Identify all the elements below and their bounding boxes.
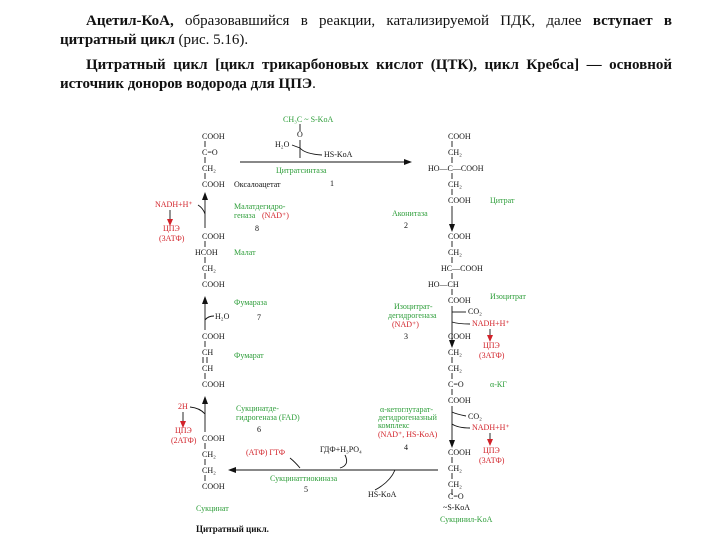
cofactor-3: (NAD⁺) — [392, 320, 419, 329]
enzyme-8b: геназа — [234, 211, 256, 220]
gdf-curve — [340, 455, 347, 468]
hskoa-1-curve — [300, 148, 322, 155]
fumarate-cooh-top: COOH — [202, 332, 225, 341]
isocitrate-cooh-1: COOH — [448, 232, 471, 241]
definition-bold: Цитратный цикл [цикл трикарбоновых кислот (ЦТК), цикл Кребса] — основной источник доноров водорода для ЦПЭ — [60, 57, 672, 92]
co2-4-curve — [452, 412, 466, 416]
nadh-8-curve — [198, 205, 205, 214]
citrate-cooh-1: COOH — [448, 132, 471, 141]
definition-end: . — [312, 76, 316, 92]
atf-3: (3АТФ) — [479, 351, 505, 360]
oaa-co: C=O — [202, 148, 218, 157]
succinate-label: Сукцинат — [196, 504, 229, 513]
gtf-curve — [290, 458, 300, 468]
oaa-cooh-top: COOH — [202, 132, 225, 141]
cpe-3: ЦПЭ — [483, 341, 500, 350]
enzyme-8a: Малатдегидро- — [234, 202, 286, 211]
fumarate-label: Фумарат — [234, 351, 264, 360]
step-7: 7 — [257, 313, 261, 322]
malate-ch2: CH₂ — [202, 264, 216, 273]
isocitrate-ho-ch: HO—CH — [428, 280, 459, 289]
water-7-curve — [205, 316, 214, 320]
enzyme-6a: Сукцинатде- — [236, 404, 279, 413]
nadh-4-curve — [452, 424, 470, 428]
intro-bold: вступает в цитратный цикл — [60, 13, 672, 48]
nadh-3: NADH+H⁺ — [472, 319, 510, 328]
intro-end: (рис. 5.16). — [174, 32, 249, 48]
intro-text: образовавшийся в реакции, катализируемой ПДК, далее — [173, 13, 593, 29]
arrow-head-8 — [202, 192, 208, 200]
fumarate-ch-1: CH — [202, 348, 214, 357]
malate-cooh-bottom: COOH — [202, 280, 225, 289]
step-4: 4 — [404, 443, 408, 452]
h2-6: 2H — [178, 402, 188, 411]
succinate-cooh-top: COOH — [202, 434, 225, 443]
cpe-4: ЦПЭ — [483, 446, 500, 455]
step-8: 8 — [255, 224, 259, 233]
atf-4: (3АТФ) — [479, 456, 505, 465]
step-1: 1 — [330, 179, 334, 188]
arrow-head-7 — [202, 296, 208, 304]
gtf-label: (АТФ) ГТФ — [246, 448, 286, 457]
succcoa-skoa: ~S-KoA — [443, 503, 470, 512]
akg-ch2-2: CH₂ — [448, 364, 462, 373]
enzyme-3a: Изоцитрат- — [394, 302, 433, 311]
malate-label: Малат — [234, 248, 256, 257]
gdf-label: ГДФ+H₃PO₄ — [320, 445, 362, 454]
oaa-ch2: CH₂ — [202, 164, 216, 173]
fumarate-ch-2: CH — [202, 364, 214, 373]
akg-co: C=O — [448, 380, 464, 389]
isocitrate-cooh-2: COOH — [448, 296, 471, 305]
cpe-6: ЦПЭ — [175, 426, 192, 435]
enzyme-4b: дегидрогеназный — [378, 413, 437, 422]
malate-hcoh: HCOH — [195, 248, 218, 257]
atf-8: (3АТФ) — [159, 234, 185, 243]
succinate-ch2-1: CH₂ — [202, 450, 216, 459]
isocitrate-ch2: CH₂ — [448, 248, 462, 257]
fumarate-cooh-bottom: COOH — [202, 380, 225, 389]
step-6: 6 — [257, 425, 261, 434]
oaa-cooh-bottom: COOH — [202, 180, 225, 189]
enzyme-4a: α-кетоглутарат- — [380, 405, 433, 414]
citrate-ho-c-cooh: HO—C—COOH — [428, 164, 484, 173]
nadh-4-arrowhead — [487, 439, 493, 446]
succinyl-coa-label: Сукцинил-KoA — [440, 515, 493, 524]
enzyme-7: Фумараза — [234, 298, 268, 307]
arrow-head-1 — [404, 159, 412, 165]
succcoa-co: C=O — [448, 492, 464, 501]
isocitrate-label: Изоцитрат — [490, 292, 526, 301]
enzyme-2: Аконитаза — [392, 209, 428, 218]
nadh-8: NADH+H⁺ — [155, 200, 193, 209]
co2-4: CO₂ — [468, 412, 482, 421]
arrow-head-2 — [449, 224, 455, 232]
hskoa-5-curve — [375, 470, 395, 490]
succcoa-cooh: COOH — [448, 448, 471, 457]
arrow-head-6 — [202, 396, 208, 404]
citrate-cooh-2: COOH — [448, 196, 471, 205]
acetyl-coa-label: CH₃C ~ S-KoA — [283, 115, 334, 124]
atf-6: (2АТФ) — [171, 436, 197, 445]
akg-ch2-1: CH₂ — [448, 348, 462, 357]
succcoa-ch2-2: CH₂ — [448, 480, 462, 489]
term-acetyl-coa: Ацетил-КоА, — [86, 13, 174, 29]
hskoa-1: HS-KoA — [324, 150, 353, 159]
step-3: 3 — [404, 332, 408, 341]
akg-cooh-2: COOH — [448, 396, 471, 405]
step-2: 2 — [404, 221, 408, 230]
cofactor-8: (NAD⁺) — [262, 211, 289, 220]
akg-cooh-1: COOH — [448, 332, 471, 341]
arrow-head-4 — [449, 440, 455, 448]
water-1: H₂O — [275, 140, 290, 149]
figure-caption: Цитратный цикл. — [196, 524, 269, 534]
succcoa-ch2-1: CH₂ — [448, 464, 462, 473]
enzyme-3b: дегидрогеназа — [388, 311, 437, 320]
cofactor-4: (NAD⁺, HS-KoA) — [378, 430, 438, 439]
enzyme-4c: комплекс — [378, 421, 410, 430]
citrate-ch2-1: CH₂ — [448, 148, 462, 157]
enzyme-5: Сукцинаттиокиназа — [270, 474, 338, 483]
citrate-label: Цитрат — [490, 196, 515, 205]
succinate-ch2-2: CH₂ — [202, 466, 216, 475]
isocitrate-hc-cooh: HC—COOH — [441, 264, 483, 273]
enzyme-6b: гидрогеназа (FAD) — [236, 413, 300, 422]
acetyl-o: O — [297, 130, 303, 139]
akg-label: α-КГ — [490, 380, 507, 389]
citrate-ch2-2: CH₂ — [448, 180, 462, 189]
succinate-cooh-bottom: COOH — [202, 482, 225, 491]
water-1-line — [292, 145, 300, 148]
h2-6-curve — [190, 407, 205, 414]
oxaloacetate-label: Оксалоацетат — [234, 180, 281, 189]
step-5: 5 — [304, 485, 308, 494]
water-7: H₂O — [215, 312, 230, 321]
nadh-3-curve — [452, 322, 470, 324]
enzyme-1: Цитратсинтаза — [276, 166, 327, 175]
hskoa-5: HS-KoA — [368, 490, 397, 499]
arrow-head-5 — [228, 467, 236, 473]
co2-3: CO₂ — [468, 307, 482, 316]
cpe-8: ЦПЭ — [163, 224, 180, 233]
malate-cooh-top: COOH — [202, 232, 225, 241]
nadh-4: NADH+H⁺ — [472, 423, 510, 432]
